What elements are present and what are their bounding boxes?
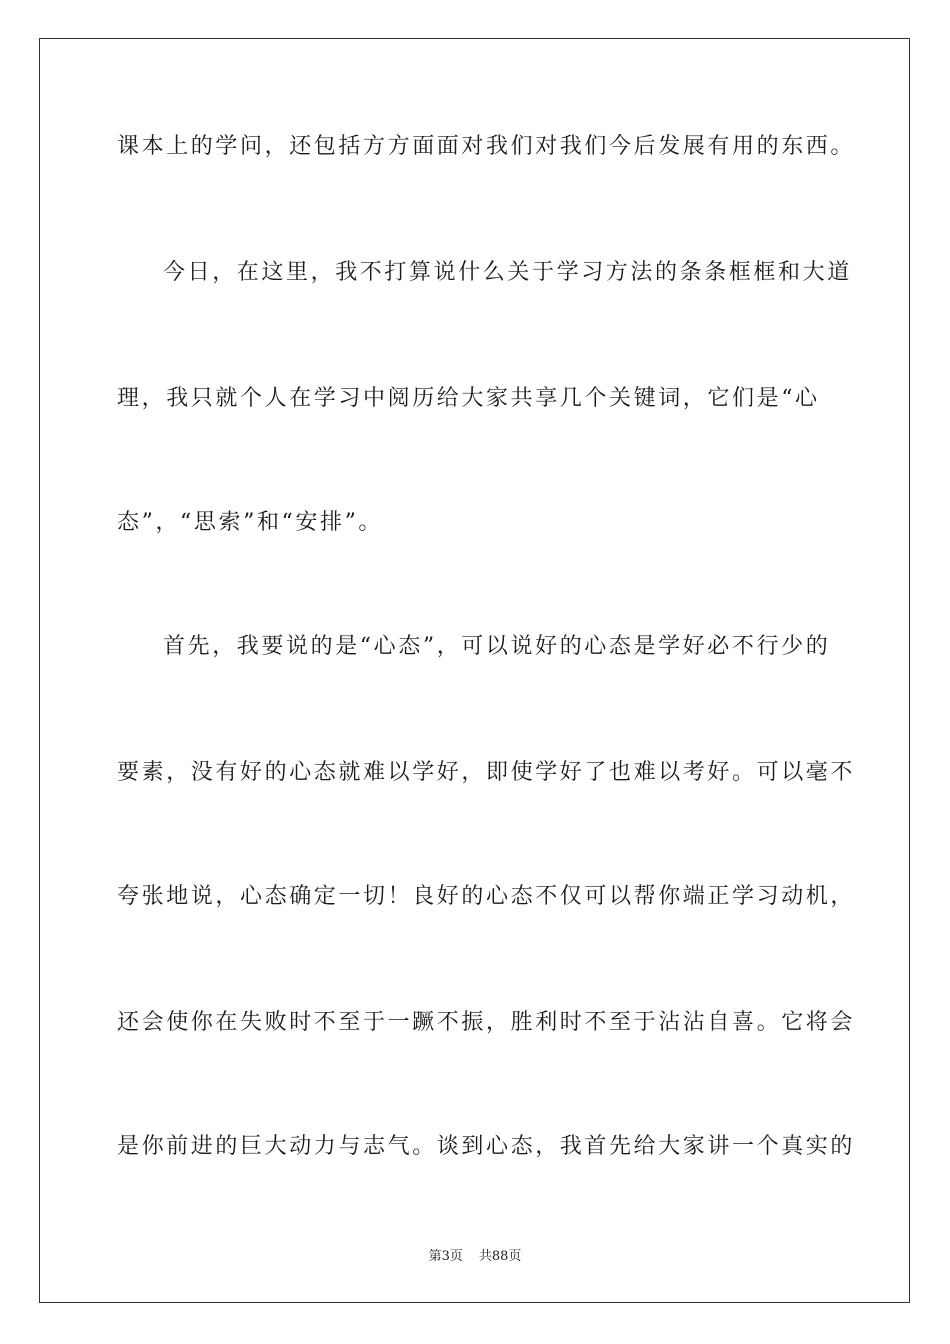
page-number: 第3页	[428, 1249, 463, 1264]
body-line: 还会使你在失败时不至于一蹶不振，胜利时不至于沾沾自喜。它将会	[117, 1010, 856, 1035]
body-line: 理，我只就个人在学习中阅历给大家共享几个关键词，它们是“心	[117, 386, 820, 411]
body-line: 今日，在这里，我不打算说什么关于学习方法的条条框框和大道	[163, 260, 852, 285]
body-line: 要素，没有好的心态就难以学好，即使学好了也难以考好。可以毫不	[117, 760, 856, 785]
page-total: 共88页	[478, 1249, 522, 1264]
page-frame	[39, 38, 910, 1303]
page-footer	[0, 1248, 950, 1266]
body-line: 态”，“思索”和“安排”。	[117, 510, 384, 535]
body-line: 夸张地说，心态确定一切！良好的心态不仅可以帮你端正学习动机，	[117, 884, 856, 909]
body-line: 课本上的学问，还包括方方面面对我们对我们今后发展有用的东西。	[117, 134, 856, 159]
body-line: 首先，我要说的是“心态”，可以说好的心态是学好必不行少的	[163, 634, 831, 659]
body-line: 是你前进的巨大动力与志气。谈到心态，我首先给大家讲一个真实的	[117, 1134, 856, 1159]
